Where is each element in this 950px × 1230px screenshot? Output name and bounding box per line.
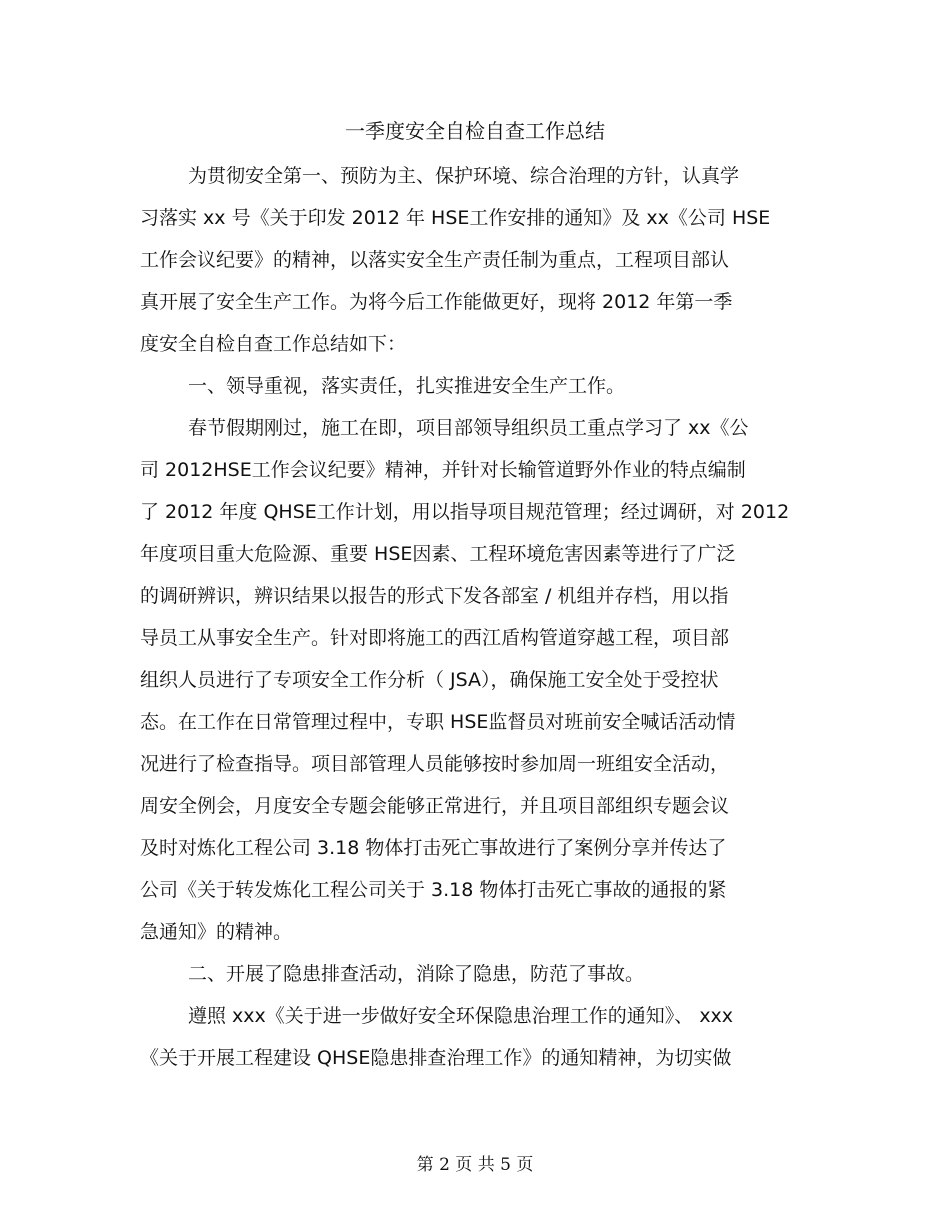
text-line: 导员工从事安全生产。针对即将施工的西江盾构管道穿越工程，项目部 — [140, 627, 730, 649]
text-line: 公司《关于转发炼化工程公司关于 3.18 物体打击死亡事故的通报的紧 — [140, 879, 727, 901]
text-line: 况进行了检查指导。项目部管理人员能够按时参加周一班组安全活动， — [140, 753, 730, 775]
page-title: 一季度安全自检自查工作总结 — [345, 119, 605, 143]
text-line: 急通知》的精神。 — [140, 921, 293, 943]
text-line: 《关于开展工程建设 QHSE隐患排查治理工作》的通知精神，为切实做 — [140, 1047, 732, 1069]
text-line: 年度项目重大危险源、重要 HSE因素、工程环境危害因素等进行了广泛 — [140, 543, 736, 565]
body-text — [140, 163, 830, 1087]
text-line: 司 2012HSE工作会议纪要》精神，并针对长输管道野外作业的特点编制 — [140, 459, 746, 481]
text-line: 习落实 xx 号《关于印发 2012 年 HSE工作安排的通知》及 xx《公司 HSE — [140, 207, 771, 229]
section-heading: 一、领导重视，落实责任，扎实推进安全生产工作。 — [188, 375, 626, 397]
text-line: 态。在工作在日常管理过程中，专职 HSE监督员对班前安全喊话活动情 — [140, 711, 736, 733]
text-line: 春节假期刚过，施工在即，项目部领导组织员工重点学习了 xx《公 — [188, 417, 749, 439]
text-line: 周安全例会，月度安全专题会能够正常进行，并且项目部组织专题会议 — [140, 795, 730, 817]
page-footer: 第 2 页 共 5 页 — [416, 1155, 534, 1175]
text-line: 的调研辨识，辨识结果以报告的形式下发各部室 / 机组并存档，用以指 — [140, 585, 729, 607]
text-line: 度安全自检自查工作总结如下： — [140, 333, 407, 355]
text-line: 组织人员进行了专项安全工作分析（ JSA），确保施工安全处于受控状 — [140, 669, 719, 691]
text-line: 工作会议纪要》的精神，以落实安全生产责任制为重点，工程项目部认 — [140, 249, 730, 271]
text-line: 为贯彻安全第一、预防为主、保护环境、综合治理的方针，认真学 — [188, 165, 740, 187]
text-line: 了 2012 年度 QHSE工作计划，用以指导项目规范管理；经过调研，对 2012 — [140, 501, 790, 523]
text-line: 遵照 xxx《关于进一步做好安全环保隐患治理工作的通知》、 xxx — [188, 1005, 734, 1027]
text-line: 真开展了安全生产工作。为将今后工作能做更好，现将 2012 年第一季 — [140, 291, 733, 313]
section-heading: 二、开展了隐患排查活动，消除了隐患，防范了事故。 — [188, 963, 645, 985]
text-line: 及时对炼化工程公司 3.18 物体打击死亡事故进行了案例分享并传达了 — [140, 837, 727, 859]
